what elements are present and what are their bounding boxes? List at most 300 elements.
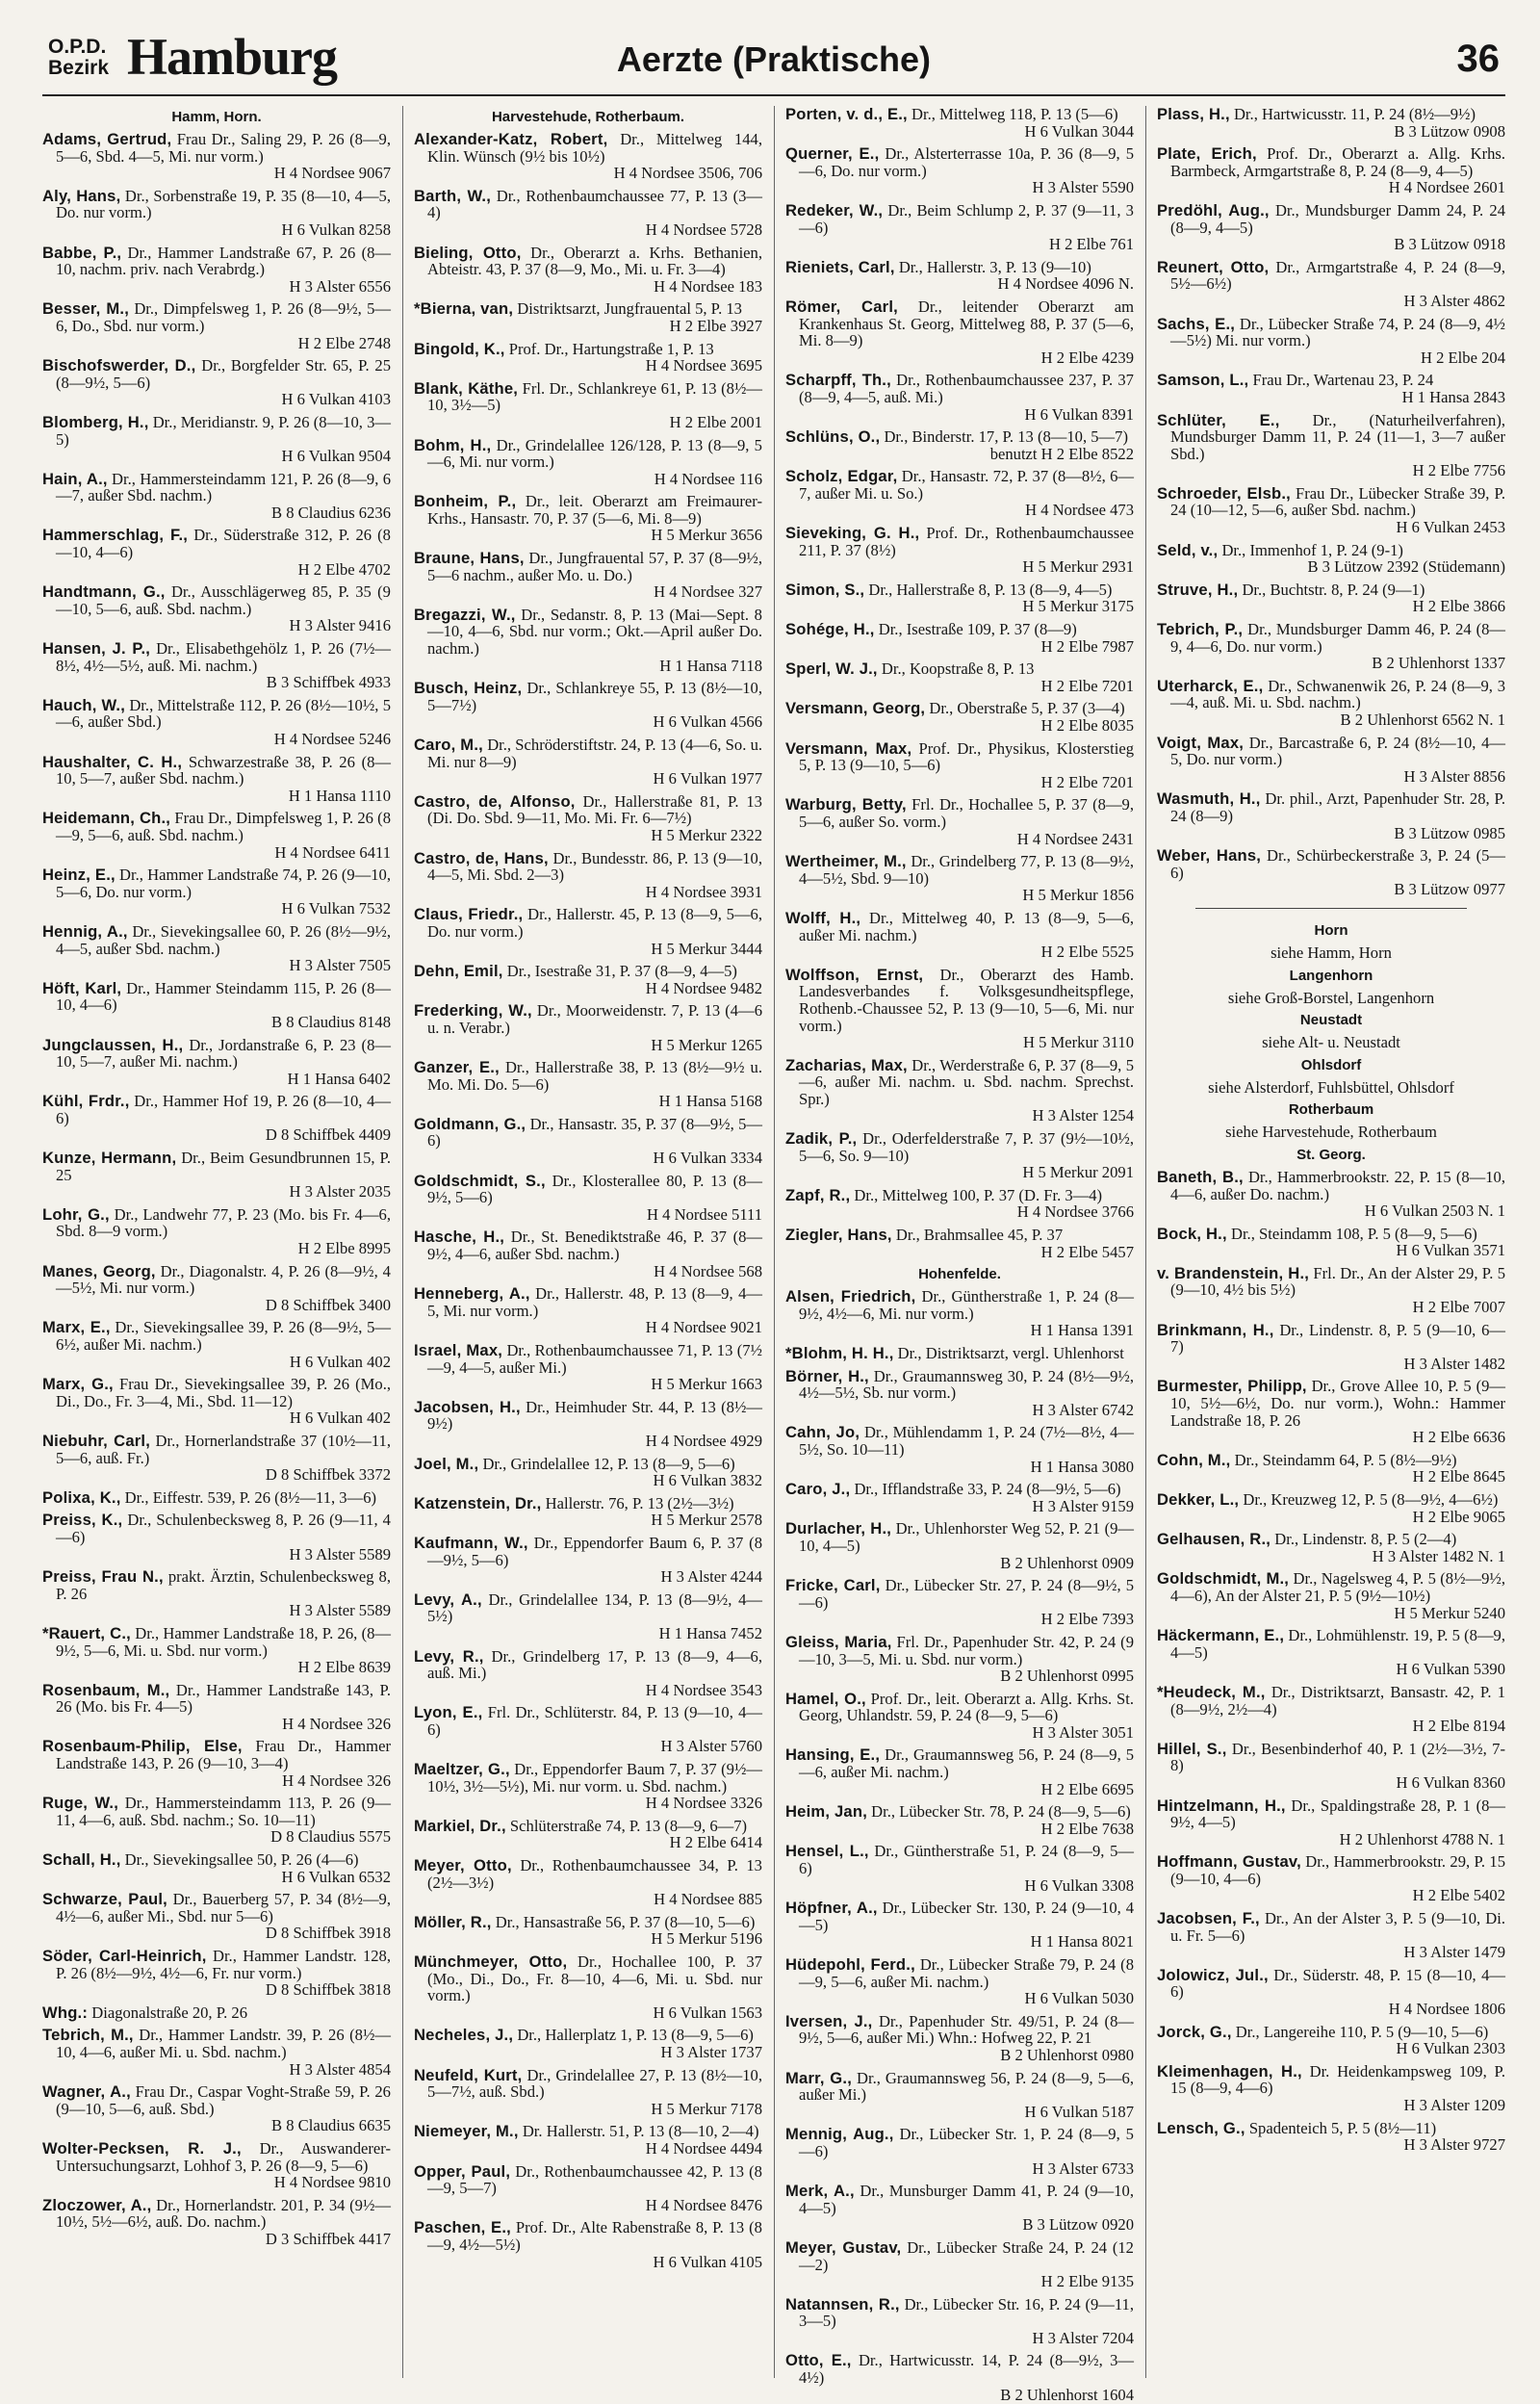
entry-details: Dr., Distriktsarzt, Bansastr. 42, P. 1 (8—9½, 2½—4) xyxy=(1170,1682,1505,1719)
section-title: Aerzte (Praktische) xyxy=(616,39,932,79)
directory-entry xyxy=(785,796,1134,847)
phone-number: B 3 Lützow 0918 xyxy=(1394,235,1505,254)
phone-number: H 3 Alster 5589 xyxy=(289,1601,391,1620)
directory-entry xyxy=(42,1625,391,1676)
phone-number: D 8 Schiffbek 4409 xyxy=(265,1125,391,1145)
directory-entry xyxy=(1157,621,1505,672)
directory-entry xyxy=(414,2027,762,2060)
directory-entry xyxy=(785,853,1134,904)
entry-details: Dr., Hansastr. 35, P. 37 (8—9½, 5—6) xyxy=(427,1114,762,1150)
entry-details: Dr., Kreuzweg 12, P. 5 (8—9½, 4—6½) xyxy=(1243,1490,1499,1509)
physician-name: Aly, Hans, xyxy=(42,186,121,205)
phone-number: H 3 Alster 4244 xyxy=(660,1567,762,1587)
phone-number: H 1 Hansa 7452 xyxy=(658,1623,762,1642)
entry-details: Dr., Besenbinderhof 40, P. 1 (2½—3½, 7-8) xyxy=(1170,1739,1505,1775)
phone-number: H 5 Merkur 2322 xyxy=(651,825,762,844)
directory-entry xyxy=(42,1376,391,1427)
phone-number: D 8 Schiffbek 3918 xyxy=(265,1924,391,1943)
entry-details: Frau Dr., Caspar Voght-Straße 59, P. 26 (9—10, 5—6, auß. Sbd.) xyxy=(56,2082,391,2118)
phone-number: H 6 Vulkan 5390 xyxy=(1396,1660,1505,1679)
entry-details: Dr., Hammer Hof 19, P. 26 (8—10, 4—6) xyxy=(56,1092,392,1127)
physician-name: Querner, E., xyxy=(785,144,880,164)
directory-entry xyxy=(1157,847,1505,898)
physician-name: Hintzelmann, H., xyxy=(1157,1796,1286,1815)
directory-entry xyxy=(42,2197,391,2248)
directory-entry xyxy=(414,850,762,901)
column-divider xyxy=(1145,106,1146,2378)
entry-details: Schwarzestraße 38, P. 26 (8—10, 5—7, außer Sbd. nachm.) xyxy=(56,752,391,788)
directory-entry xyxy=(42,754,391,805)
directory-entry xyxy=(1157,412,1505,479)
physician-name: Heidemann, Ch., xyxy=(42,809,171,828)
column-divider xyxy=(402,106,403,2378)
physician-name: Henneberg, A., xyxy=(414,1284,530,1304)
directory-entry xyxy=(1157,1265,1505,1316)
entry-details: Dr., Munsburger Damm 41, P. 24 (9—10, 4—5) xyxy=(799,2182,1134,2217)
physician-name: Lohr, G., xyxy=(42,1204,110,1224)
directory-entry xyxy=(1157,1169,1505,1220)
physician-name: Levy, R., xyxy=(414,1646,484,1666)
phone-number: H 4 Nordsee 9482 xyxy=(645,978,762,997)
entry-details: Dr., Rothenbaumchaussee 71, P. 13 (7½—9, 4—5, außer Mi.) xyxy=(427,1341,762,1377)
directory-entry xyxy=(1157,2024,1505,2057)
directory-entry xyxy=(785,1057,1134,1124)
phone-number: H 3 Alster 5590 xyxy=(1032,178,1134,197)
physician-name: Jolowicz, Jul., xyxy=(1157,1965,1269,1984)
physician-name: Merk, A., xyxy=(785,2182,855,2201)
directory-entry xyxy=(1157,2120,1505,2154)
directory-entry xyxy=(42,2004,391,2022)
phone-number: H 6 Vulkan 3044 xyxy=(1024,121,1134,141)
directory-entry xyxy=(414,1953,762,2021)
phone-number: H 2 Elbe 761 xyxy=(1048,235,1134,254)
physician-name: Jacobsen, H., xyxy=(414,1397,521,1416)
phone-number: H 3 Alster 6556 xyxy=(289,276,391,296)
entry-details: Dr., Binderstr. 17, P. 13 (8—10, 5—7) xyxy=(884,427,1128,447)
entry-details: Dr., Lübecker Straße 79, P. 24 (8—9, 5—6, außer Mi. nachm.) xyxy=(799,1955,1134,1991)
directory-entry xyxy=(785,106,1134,140)
physician-name: Weber, Hans, xyxy=(1157,846,1262,866)
physician-name: Maeltzer, G., xyxy=(414,1760,510,1779)
directory-entry xyxy=(785,202,1134,253)
directory-entry xyxy=(785,1520,1134,1571)
entry-details: Dr., Hallerstraße 8, P. 13 (8—9, 4—5) xyxy=(868,580,1113,599)
directory-entry xyxy=(414,1002,762,1053)
directory-entry xyxy=(785,700,1134,734)
physician-name: Sperl, W. J., xyxy=(785,659,878,679)
directory-entry xyxy=(42,188,391,239)
directory-entry xyxy=(785,2013,1134,2064)
directory-entry xyxy=(42,2140,391,2191)
physician-name: *Blohm, H. H., xyxy=(785,1344,894,1362)
physician-name: Marr, G., xyxy=(785,2068,853,2087)
physician-name: Rosenbaum, M., xyxy=(42,1680,170,1699)
physician-name: Niebuhr, Carl, xyxy=(42,1431,151,1450)
physician-name: Adams, Gertrud, xyxy=(42,130,172,148)
physician-name: Predöhl, Aug., xyxy=(1157,200,1270,220)
entry-details: Dr., Hochallee 100, P. 37 (Mo., Di., Do., Fr. 8—10, 4—6, Mi. u. Sbd. nur vorm.) xyxy=(427,1952,762,2005)
entry-details: Dr. Hallerstr. 51, P. 13 (8—10, 2—4) xyxy=(522,2122,759,2141)
phone-number: H 2 Elbe 204 xyxy=(1420,348,1505,367)
physician-name: Schall, H., xyxy=(42,1850,121,1870)
entry-details: Dr., Rothenbaumchaussee 77, P. 13 (3—4) xyxy=(427,186,762,222)
entry-details: Dr., Mittelweg 40, P. 13 (8—9, 5—6, außer Mi. nachm.) xyxy=(799,908,1134,944)
physician-name: Claus, Friedr., xyxy=(414,905,524,924)
physician-name: Zloczower, A., xyxy=(42,2195,152,2214)
entry-details: Dr., Süderstraße 312, P. 26 (8—10, 4—6) xyxy=(56,526,391,562)
directory-entry xyxy=(414,380,762,431)
phone-number: H 4 Nordsee 9067 xyxy=(273,164,391,183)
physician-name: Otto, E., xyxy=(785,2351,852,2370)
phone-number: H 3 Alster 1479 xyxy=(1403,1943,1505,1962)
directory-entry xyxy=(42,527,391,578)
physician-name: Heinz, E., xyxy=(42,866,116,885)
physician-name: Goldschmidt, M., xyxy=(1157,1569,1290,1589)
physician-name: Brinkmann, H., xyxy=(1157,1320,1274,1339)
phone-number: H 4 Nordsee 3766 xyxy=(1016,1202,1134,1222)
phone-number: H 2 Elbe 9135 xyxy=(1040,2272,1134,2291)
physician-name: Rieniets, Carl, xyxy=(785,257,895,276)
physician-name: Versmann, Georg, xyxy=(785,699,926,718)
phone-number: B 3 Lützow 0985 xyxy=(1394,823,1505,842)
phone-number: H 5 Merkur 1265 xyxy=(651,1035,762,1054)
physician-name: *Bierna, van, xyxy=(414,299,514,319)
phone-number: H 6 Vulkan 1977 xyxy=(653,769,762,788)
phone-number: H 6 Vulkan 9504 xyxy=(281,447,391,466)
physician-name: Blank, Käthe, xyxy=(414,378,519,398)
phone-number: H 2 Elbe 8639 xyxy=(297,1658,391,1677)
directory-entry xyxy=(1157,1910,1505,1961)
physician-name: Warburg, Betty, xyxy=(785,795,907,814)
physician-name: Ziegler, Hans, xyxy=(785,1226,892,1245)
district-heading: Rotherbaum xyxy=(1288,1101,1374,1119)
directory-entry xyxy=(414,1704,762,1755)
column-2 xyxy=(414,106,762,2378)
directory-entry xyxy=(42,2027,391,2078)
entry-details: Dr., Graumannsweg 56, P. 24 (8—9, 5—6, außer Mi. nachm.) xyxy=(799,1745,1134,1782)
phone-number: H 2 Elbe 8645 xyxy=(1412,1467,1505,1486)
physician-name: *Rauert, C., xyxy=(42,1623,131,1642)
entry-details: Dr., Hallerstr. 45, P. 13 (8—9, 5—6, Do. nur vorm.) xyxy=(427,905,762,941)
directory-entry xyxy=(42,245,391,296)
phone-number: H 4 Nordsee 2431 xyxy=(1016,829,1134,848)
directory-entry xyxy=(414,1456,762,1489)
phone-number: H 2 Elbe 7756 xyxy=(1412,461,1505,480)
entry-details: Spadenteich 5, P. 5 (8½—11) xyxy=(1248,2118,1437,2137)
directory-entry xyxy=(42,414,391,465)
physician-name: Braune, Hans, xyxy=(414,549,525,568)
directory-entry xyxy=(785,1227,1134,1260)
entry-details: Dr., Hammer Steindamm 115, P. 26 (8—10, 4—6) xyxy=(56,978,391,1015)
phone-number: H 4 Nordsee 8476 xyxy=(645,2195,762,2214)
physician-name: Scharpff, Th., xyxy=(785,371,891,390)
physician-name: Kühl, Frdr., xyxy=(42,1092,130,1111)
phone-number: H 5 Merkur 2931 xyxy=(1022,557,1134,577)
directory-entry xyxy=(785,298,1134,366)
physician-name: Wasmuth, H., xyxy=(1157,789,1261,809)
entry-details: Dr., Eppendorfer Baum 7, P. 37 (9½—10½, 3½—5½), Mi. nur vorm. u. Sbd. nachm.) xyxy=(427,1760,762,1796)
entry-details: Dr., Dimpfelsweg 1, P. 26 (8—9½, 5—6, Do., Sbd. nur vorm.) xyxy=(56,299,391,335)
entry-details: Dr., Güntherstraße 51, P. 24 (8—9, 5—6) xyxy=(799,1842,1135,1878)
directory-entry xyxy=(414,1173,762,1224)
directory-entry xyxy=(42,1206,391,1257)
directory-entry xyxy=(42,1037,391,1088)
physician-name: Manes, Georg, xyxy=(42,1261,156,1280)
entry-details: Prof. Dr., Physikus, Klosterstieg 5, P. 13 (9—10, 5—6) xyxy=(799,738,1135,775)
directory-entry xyxy=(414,1591,762,1642)
directory-entry xyxy=(1157,202,1505,253)
entry-details: Dr., Eppendorfer Baum 6, P. 37 (8—9½, 5—6) xyxy=(427,1533,762,1569)
phone-number: H 6 Vulkan 402 xyxy=(289,1409,391,1428)
directory-entry xyxy=(42,1891,391,1942)
entry-details: Dr., Distriktsarzt, vergl. Uhlenhorst xyxy=(897,1344,1124,1362)
phone-number: H 1 Hansa 3080 xyxy=(1030,1457,1134,1476)
phone-number: H 5 Merkur 3656 xyxy=(651,526,762,545)
directory-entry xyxy=(785,1746,1134,1797)
entry-details: Dr., Jordanstraße 6, P. 23 (8—10, 5—7, außer Mi. nachm.) xyxy=(56,1035,391,1072)
physician-name: Hensel, L., xyxy=(785,1842,869,1861)
directory-entry xyxy=(1157,1226,1505,1259)
directory-entry xyxy=(785,582,1134,615)
physician-name: Struve, H., xyxy=(1157,580,1239,599)
phone-number: H 4 Nordsee 4929 xyxy=(645,1431,762,1450)
entry-details: prakt. Ärztin, Schulenbecksweg 8, P. 26 xyxy=(56,1567,392,1603)
physician-name: Caro, J., xyxy=(785,1480,851,1499)
directory-entry xyxy=(42,1150,391,1201)
entry-details: Frl. Dr., Schlüterstr. 84, P. 13 (9—10, 4—6) xyxy=(427,1703,762,1739)
directory-entry xyxy=(42,1948,391,1999)
physician-name: Bohm, H., xyxy=(414,435,492,454)
directory-entry xyxy=(414,245,762,296)
physician-name: Marx, E., xyxy=(42,1318,111,1337)
directory-entry xyxy=(785,1577,1134,1628)
entry-details: Dr., Lübecker Str. 16, P. 24 (9—11, 3—5) xyxy=(799,2294,1135,2331)
entry-details: Dr., Auswanderer-Untersuchungsarzt, Lohhof 3, P. 26 (8—9, 5—6) xyxy=(56,2138,391,2175)
directory-entry xyxy=(414,1495,762,1529)
physician-name: Porten, v. d., E., xyxy=(785,105,908,123)
physician-name: Marx, G., xyxy=(42,1375,114,1394)
phone-number: H 4 Nordsee 473 xyxy=(1025,501,1134,520)
entry-details: Dr., Schürbeckerstraße 3, P. 24 (5—6) xyxy=(1170,846,1505,882)
physician-name: Hoffmann, Gustav, xyxy=(1157,1852,1301,1872)
entry-details: Dr., Papenhuder Str. 49/51, P. 24 (8—9½, 5—6, außer Mi.) Whn.: Hofweg 22, P. 21 xyxy=(799,2011,1134,2048)
entry-details: Frl. Dr., An der Alster 29, P. 5 (9—10, 4½ bis 5½) xyxy=(1170,1263,1505,1300)
phone-number: H 6 Vulkan 402 xyxy=(289,1352,391,1371)
physician-name: Cohn, M., xyxy=(1157,1450,1231,1469)
directory-entry xyxy=(414,1059,762,1110)
physician-name: Whg.: xyxy=(42,2003,89,2022)
entry-details: Dr., Oberarzt des Hamb. Landesverbandes f. Volksgesundheitspflege, Rothenb.-Chaussee 52, P. 13 (9—10, 5—6, Mi. nur vorm.) xyxy=(799,965,1134,1035)
phone-number: H 3 Alster 1737 xyxy=(660,2042,762,2061)
entry-details: Dr., Bauerberg 57, P. 34 (8½—9, 4½—6, außer Mi., Sbd. nur 5—6) xyxy=(56,1890,391,1926)
physician-name: Gelhausen, R., xyxy=(1157,1530,1271,1549)
physician-name: Jungclaussen, H., xyxy=(42,1035,184,1054)
directory-entry xyxy=(785,428,1134,462)
phone-number: H 5 Merkur 3110 xyxy=(1022,1033,1134,1052)
directory-entry xyxy=(785,1424,1134,1475)
entry-details: Prof. Dr., Alte Rabenstraße 8, P. 13 (8—9, 4½—5½) xyxy=(427,2218,762,2254)
phone-number: H 2 Elbe 5457 xyxy=(1040,1242,1134,1261)
entry-details: Dr., Rothenbaumchaussee 42, P. 13 (8—9, 5—7) xyxy=(427,2161,762,2198)
directory-entry xyxy=(414,1761,762,1812)
physician-name: *Heudeck, M., xyxy=(1157,1682,1266,1701)
physician-name: Hauch, W., xyxy=(42,695,126,714)
phone-number: B 3 Schiffbek 4933 xyxy=(266,673,391,692)
phone-number: H 6 Vulkan 4103 xyxy=(281,390,391,409)
phone-number: B 2 Uhlenhorst 0995 xyxy=(1000,1667,1134,1686)
directory-entry xyxy=(42,640,391,691)
physician-name: Dekker, L., xyxy=(1157,1490,1240,1509)
phone-number: H 2 Elbe 8995 xyxy=(297,1239,391,1258)
phone-number: H 3 Alster 9727 xyxy=(1403,2135,1505,2155)
phone-number: H 2 Elbe 7007 xyxy=(1412,1298,1505,1317)
phone-number: H 5 Merkur 3444 xyxy=(651,939,762,958)
entry-details: Dr., Lübecker Str. 130, P. 24 (9—10, 4—5) xyxy=(799,1899,1134,1934)
directory-entry xyxy=(785,2296,1134,2347)
physician-name: Kaufmann, W., xyxy=(414,1533,528,1552)
entry-details: Dr., Süderstr. 48, P. 15 (8—10, 4—6) xyxy=(1170,1965,1505,2002)
directory-entry xyxy=(1157,1570,1505,1621)
city-title: Hamburg xyxy=(127,28,338,86)
directory-entry xyxy=(42,1489,391,1507)
entry-details: Dr., Mittelweg 100, P. 37 (D. Fr. 3—4) xyxy=(854,1185,1103,1204)
entry-details: Dr., Hallerstraße 38, P. 13 (8½—9½ u. Mo. Mi. Do. 5—6) xyxy=(427,1058,762,1094)
phone-number: H 2 Elbe 6636 xyxy=(1412,1428,1505,1447)
directory-entry xyxy=(414,906,762,957)
phone-number: H 4 Nordsee 3543 xyxy=(645,1680,762,1699)
entry-details: Dr., Beim Schlump 2, P. 37 (9—11, 3—6) xyxy=(799,200,1134,237)
entry-details: Dr., Barcastraße 6, P. 24 (8½—10, 4—5, Do. nur vorm.) xyxy=(1170,733,1505,769)
directory-entry xyxy=(414,1399,762,1450)
physician-name: Lyon, E., xyxy=(414,1703,483,1722)
entry-details: Dr., Mittelstraße 112, P. 26 (8½—10½, 5—6, außer Sbd.) xyxy=(56,695,391,732)
entry-details: Dr., Landwehr 77, P. 23 (Mo. bis Fr. 4—6, Sbd. 8—9 vorm.) xyxy=(56,1204,391,1241)
phone-number: H 4 Nordsee 5246 xyxy=(273,730,391,748)
district-heading: Horn xyxy=(1314,921,1348,939)
directory-entry xyxy=(785,1956,1134,2007)
entry-details: Dr., Isestraße 109, P. 37 (8—9) xyxy=(878,620,1077,639)
cross-reference: siehe Alt- u. Neustadt xyxy=(1262,1033,1400,1052)
physician-name: Schlüter, E., xyxy=(1157,410,1280,429)
entry-details: Dr., Grindelallee 27, P. 13 (8½—10, 5—7½, auß. Sbd.) xyxy=(427,2065,762,2102)
physician-name: Hüdepohl, Ferd., xyxy=(785,1955,915,1974)
phone-number: H 1 Hansa 7118 xyxy=(659,656,762,675)
physician-name: Dehn, Emil, xyxy=(414,962,503,981)
entry-details: Dr., Oderfelderstraße 7, P. 37 (9½—10½, 5—6, So. 9—10) xyxy=(799,1129,1134,1165)
entry-details: Dr., Sedanstr. 8, P. 13 (Mai—Sept. 8—10, 4—6, Sbd. nur vorm.; Okt.—April außer Do. nachm.) xyxy=(427,605,762,659)
phone-number: H 3 Alster 1254 xyxy=(1032,1106,1134,1125)
entry-details: Dr., Hansastr. 72, P. 37 (8—8½, 6—7, außer Mi. u. So.) xyxy=(799,467,1134,503)
directory-entry xyxy=(785,967,1134,1051)
physician-name: Katzenstein, Dr., xyxy=(414,1493,542,1512)
entry-details: Dr., Ausschlägerweg 85, P. 35 (9—10, 5—6, auß. Sbd. nachm.) xyxy=(56,582,391,618)
phone-number: H 1 Hansa 8021 xyxy=(1030,1932,1134,1952)
physician-name: Busch, Heinz, xyxy=(414,679,523,698)
physician-name: Necheles, J., xyxy=(414,2026,514,2045)
directory-entry xyxy=(1157,1491,1505,1525)
phone-number: H 3 Alster 7505 xyxy=(289,956,391,975)
physician-name: Uterharck, E., xyxy=(1157,676,1264,695)
physician-name: Sachs, E., xyxy=(1157,314,1236,333)
directory-entry xyxy=(42,1433,391,1484)
directory-entry xyxy=(414,1285,762,1336)
phone-number: H 6 Vulkan 2303 xyxy=(1396,2039,1505,2058)
physician-name: Hasche, H., xyxy=(414,1228,505,1247)
phone-number: H 4 Nordsee 183 xyxy=(654,276,762,296)
physician-name: Caro, M., xyxy=(414,736,483,754)
entry-details: Dr., Brahmsallee 45, P. 37 xyxy=(895,1226,1064,1245)
entry-details: Dr., Koopstraße 8, P. 13 xyxy=(881,659,1035,679)
directory-entry xyxy=(1157,1322,1505,1373)
entry-details: Dr. phil., Arzt, Papenhuder Str. 28, P. 24 (8—9) xyxy=(1170,789,1505,825)
physician-name: Iversen, J., xyxy=(785,2011,873,2030)
directory-entry xyxy=(1157,1741,1505,1792)
directory-entry xyxy=(1157,1797,1505,1848)
physician-name: Natannsen, R., xyxy=(785,2294,900,2314)
entry-details: Dr., Lübecker Str. 78, P. 24 (8—9, 5—6) xyxy=(871,1802,1131,1822)
phone-number: H 3 Alster 9416 xyxy=(289,616,391,635)
phone-number: H 2 Elbe 5525 xyxy=(1040,943,1134,962)
entry-details: Dr., Grindelberg 17, P. 13 (8—9, 4—6, auß. Mi.) xyxy=(427,1646,762,1683)
entry-details: Dr., Lübecker Straße 74, P. 24 (8—9, 4½—5½) Mi. nur vorm.) xyxy=(1170,314,1506,350)
directory-entry xyxy=(42,471,391,522)
entry-details: Dr., Mühlendamm 1, P. 24 (7½—8½, 4—5½, So. 10—11) xyxy=(799,1423,1134,1459)
entry-details: Dr., Hammersteindamm 121, P. 26 (8—9, 6—7, außer Sbd. nachm.) xyxy=(56,469,391,505)
physician-name: Fricke, Carl, xyxy=(785,1576,881,1595)
phone-number: H 4 Nordsee 326 xyxy=(282,1771,391,1790)
physician-name: Hansing, E., xyxy=(785,1745,881,1765)
entry-details: Frau Dr., Wartenau 23, P. 24 xyxy=(1252,371,1434,390)
directory-entry xyxy=(1157,1452,1505,1486)
physician-name: Neufeld, Kurt, xyxy=(414,2065,523,2084)
phone-number: H 3 Alster 1209 xyxy=(1403,2096,1505,2114)
phone-number: B 3 Lützow 2392 (Stüdemann) xyxy=(1307,557,1505,577)
directory-entry xyxy=(785,1900,1134,1951)
entry-details: Dr., leit. Oberarzt am Freimaurer-Krhs., Hansastr. 70, P. 37 (5—6, Mi. 8—9) xyxy=(427,492,762,528)
entry-details: Dr. Heidenkampsweg 109, P. 15 (8—9, 4—6) xyxy=(1170,2061,1506,2098)
phone-number: H 1 Hansa 5168 xyxy=(658,1092,762,1111)
directory-entry xyxy=(785,1368,1134,1419)
physician-name: Alsen, Friedrich, xyxy=(785,1287,916,1306)
phone-number: H 6 Vulkan 4105 xyxy=(653,2252,762,2271)
physician-name: Möller, R., xyxy=(414,1912,492,1931)
phone-number: H 5 Merkur 1663 xyxy=(651,1375,762,1394)
entry-details: Dr., Graumannsweg 30, P. 24 (8½—9½, 4½—5½, Sb. nur vorm.) xyxy=(799,1366,1135,1403)
directory-entry xyxy=(414,607,762,674)
entry-details: Dr., Hornerlandstraße 37 (10½—11, 5—6, auß. Fr.) xyxy=(56,1431,391,1467)
physician-name: Sohége, H., xyxy=(785,620,875,639)
phone-number: H 4 Nordsee 9021 xyxy=(645,1318,762,1337)
entry-details: Dr., Hornerlandstr. 201, P. 34 (9½—10½, 5½—6½, auß. Do. nachm.) xyxy=(56,2195,391,2232)
physician-name: Versmann, Max, xyxy=(785,738,912,758)
directory-entry xyxy=(785,2126,1134,2177)
entry-details: Dr., Schlankreye 55, P. 13 (8½—10, 5—7½) xyxy=(427,679,763,714)
directory-columns xyxy=(42,105,1506,2404)
directory-entry xyxy=(1157,1853,1505,1904)
directory-entry xyxy=(42,1682,391,1733)
entry-details: Dr., Werderstraße 6, P. 37 (8—9, 5—6, außer Mi. nachm. u. Sbd. nachm. Sprechst. Spr.) xyxy=(799,1055,1134,1108)
directory-entry xyxy=(414,2219,762,2270)
phone-number: H 2 Elbe 3866 xyxy=(1412,597,1505,616)
entry-details: Dr., Grindelallee 126/128, P. 13 (8—9, 5—6, Mi. nur vorm.) xyxy=(427,435,762,472)
phone-number: B 2 Uhlenhorst 0980 xyxy=(1000,2045,1134,2064)
postal-district: O.P.D. Bezirk xyxy=(48,36,110,79)
directory-entry xyxy=(42,980,391,1031)
phone-number: H 1 Hansa 2843 xyxy=(1401,387,1505,406)
entry-details: Frl. Dr., Papenhuder Str. 42, P. 24 (9—10, 3—5, Mi. u. Sbd. nur vorm.) xyxy=(799,1632,1135,1668)
physician-name: Wolff, H., xyxy=(785,908,861,927)
entry-details: Dr., Hammersteindamm 113, P. 26 (9—11, 4—6, auß. Sbd. nachm.; So. 10—11) xyxy=(56,1794,391,1829)
